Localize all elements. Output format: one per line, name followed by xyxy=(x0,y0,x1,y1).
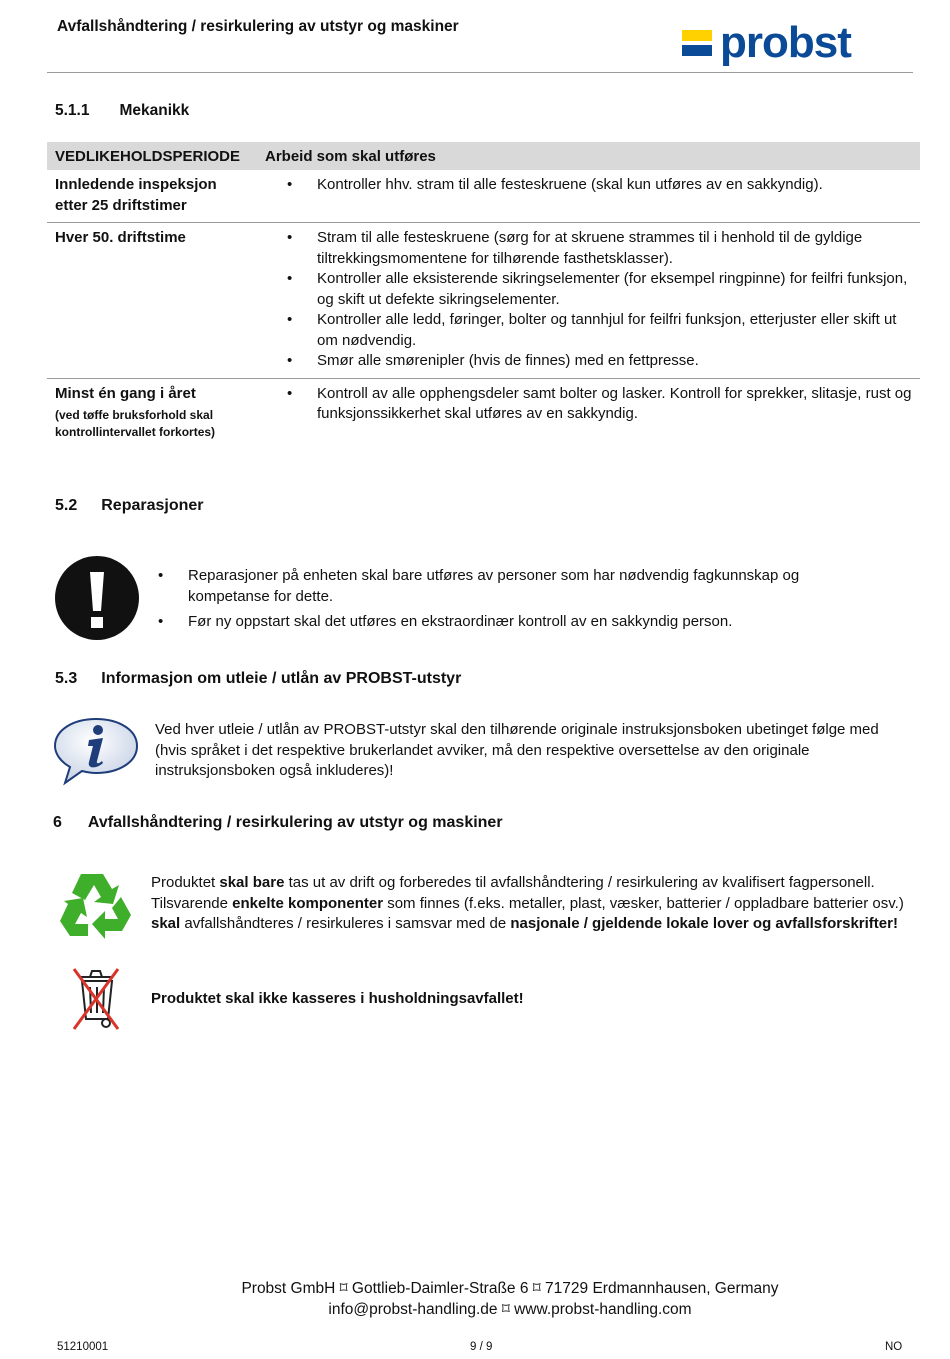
paragraph-text: Produktet xyxy=(151,874,220,891)
section-number: 5.3 xyxy=(55,670,78,687)
warning-exclamation-icon xyxy=(55,556,139,640)
rental-info-text: Ved hver utleie / utlån av PROBST-utstyr skal den tilhørende originale instruksjonsboken ubetinget følge med (hvis språket i det respektive brukerlandet avviker, må den respektive oversettelse av den originale instruksjonsboken også inkluderes)! xyxy=(155,721,879,779)
section-511-heading xyxy=(55,102,189,120)
section-6-heading xyxy=(53,814,503,832)
table-row xyxy=(47,378,920,447)
crossed-out-bin-icon xyxy=(70,963,122,1033)
maintenance-task: • Kontroller alle ledd, føringer, bolter og tannhjul for feilfri funksjon, etterjuster eller skift ut om nødvendig. xyxy=(317,310,912,351)
language-code: NO xyxy=(885,1341,903,1353)
footer-address xyxy=(0,1279,950,1320)
maintenance-task: • Kontroll av alle opphengsdeler samt bolter og lasker. Kontroll for sprekker, slitasje, rust og funksjonssikkerhet skal utføres av en sakkyndig. xyxy=(317,384,912,425)
footer-line-1: Probst GmbH ⌑ Gottlieb-Daimler-Straße 6 ⌑ 71729 Erdmannhausen, Germany xyxy=(241,1280,779,1297)
footer-line-2: info@probst-handling.de ⌑ www.probst-handling.com xyxy=(328,1300,692,1318)
section-title: Informasjon om utleie / utlån av PROBST-utstyr xyxy=(101,670,462,687)
probst-logo xyxy=(682,22,906,68)
maintenance-task: • Stram til alle festeskruene (sørg for at skruene strammes til i henhold til de gyldige tiltrekkingsmomentene for tilhørende fasthetsklasser). xyxy=(317,228,912,269)
section-title: Reparasjoner xyxy=(101,497,204,514)
header-rule xyxy=(47,72,913,73)
section-number: 6 xyxy=(53,814,62,831)
logo-wordmark: probst xyxy=(720,22,851,67)
recycle-icon xyxy=(58,870,132,942)
paragraph-text: som finnes (f.eks. metaller, plast, væsker, batterier / oppladbare batterier osv.) xyxy=(383,894,904,912)
maintenance-tasks-cell xyxy=(257,170,920,223)
table-row xyxy=(47,170,920,223)
maintenance-tasks-cell xyxy=(257,378,920,447)
list-item: • Reparasjoner på enheten skal bare utføres av personer som har nødvendig fagkunnskap og kompetanse for dette. xyxy=(188,566,854,607)
maintenance-task: • Smør alle smørenipler (hvis de finnes) med en fettpresse. xyxy=(317,351,912,372)
page-number: 9 / 9 xyxy=(470,1341,493,1353)
doc-number: 51210001 xyxy=(57,1341,109,1353)
section-53-heading xyxy=(55,670,461,688)
maintenance-tasks-cell xyxy=(257,223,920,379)
maintenance-period-cell xyxy=(47,170,257,223)
maintenance-task: • Kontroller alle eksisterende sikringselementer (for eksempel ringpinne) for feilfri funksjon, og skift ut defekte sikringselementer. xyxy=(317,269,912,310)
maintenance-table xyxy=(47,142,920,447)
emphasis-text: skal bare xyxy=(219,874,285,891)
paragraph-text: avfallshåndteres / resirkuleres i samsvar med de xyxy=(180,915,511,932)
maintenance-period-cell xyxy=(47,378,257,447)
info-bubble-icon xyxy=(53,716,139,786)
emphasis-text: skal xyxy=(151,915,181,932)
maintenance-period-cell xyxy=(47,223,257,379)
maintenance-period: Minst én gang i året xyxy=(55,384,196,402)
repairs-list xyxy=(154,566,854,638)
section-title: Avfallshåndtering / resirkulering av utstyr og maskiner xyxy=(87,814,503,831)
header-title: Avfallshåndtering / resirkulering av utstyr og maskiner xyxy=(57,18,459,35)
section-52-heading xyxy=(55,497,204,515)
section-number: 5.1.1 xyxy=(55,102,90,119)
maintenance-period-note: (ved tøffe bruksforhold skal kontrollintervallet forkortes) xyxy=(55,408,216,439)
bin-warning-text: Produktet skal ikke kasseres i husholdningsavfallet! xyxy=(151,990,524,1007)
table-header-period: VEDLIKEHOLDSPERIODE xyxy=(47,142,257,170)
list-item: • Før ny oppstart skal det utføres en ekstraordinær kontroll av en sakkyndig person. xyxy=(188,612,854,633)
emphasis-text: enkelte komponenter xyxy=(232,894,384,912)
section-number: 5.2 xyxy=(55,497,78,514)
table-header-work: Arbeid som skal utføres xyxy=(257,142,920,170)
emphasis-text: nasjonale / gjeldende lokale lover og avfallsforskrifter! xyxy=(510,915,898,932)
section-title: Mekanikk xyxy=(119,102,190,119)
maintenance-task: • Kontroller hhv. stram til alle festeskruene (skal kun utføres av en sakkyndig). xyxy=(317,175,912,196)
maintenance-period: Innledende inspeksjon etter 25 driftstimer xyxy=(55,176,217,214)
paragraph-text: tas ut av drift og forberedes til avfallshåndtering / resirkulering av kvalifisert fagpersonell. Tilsvarende xyxy=(151,874,875,912)
table-row xyxy=(47,223,920,379)
maintenance-period: Hver 50. driftstime xyxy=(55,229,186,246)
disposal-paragraph xyxy=(151,873,911,935)
